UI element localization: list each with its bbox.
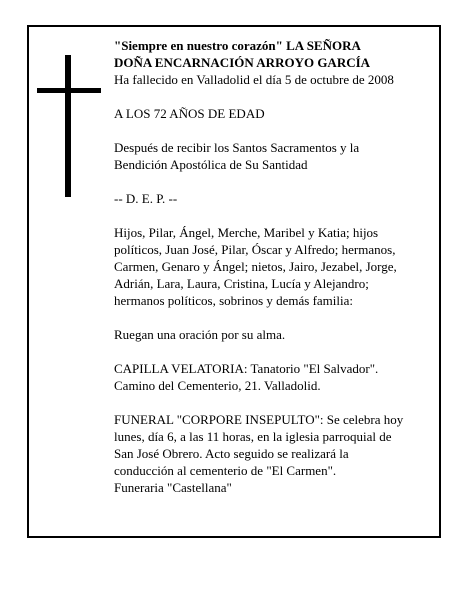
sacraments-line-1: Después de recibir los Santos Sacramentos y la bbox=[114, 140, 360, 155]
funeral-line: FUNERAL "CORPORE INSEPULTO": Se celebra hoy bbox=[114, 412, 404, 427]
death-date-line: Ha fallecido en Valladolid el día 5 de octubre de 2008 bbox=[114, 72, 394, 87]
deceased-title: LA SEÑORA bbox=[286, 38, 361, 53]
latin-cross-icon bbox=[37, 55, 101, 197]
prayer-line: Ruegan una oración por su alma. bbox=[114, 327, 286, 342]
cross-horizontal-bar bbox=[37, 88, 101, 93]
family-line: hermanos políticos, sobrinos y demás familia: bbox=[114, 293, 354, 308]
deceased-name: DOÑA ENCARNACIÓN ARROYO GARCÍA bbox=[114, 55, 371, 70]
funeral-line: lunes, día 6, a las 11 horas, en la iglesia parroquial de bbox=[114, 429, 392, 444]
funeral-home-line: Funeraria "Castellana" bbox=[114, 480, 232, 495]
sacraments-paragraph bbox=[114, 139, 432, 173]
chapel-line-1: CAPILLA VELATORIA: Tanatorio "El Salvador". bbox=[114, 361, 379, 376]
chapel-paragraph bbox=[114, 360, 432, 394]
family-line: Carmen, Genaro y Ángel; nietos, Jairo, Jezabel, Jorge, bbox=[114, 259, 397, 274]
funeral-line: San José Obrero. Acto seguido se realizará la bbox=[114, 446, 349, 461]
sacraments-line-2: Bendición Apostólica de Su Santidad bbox=[114, 157, 308, 172]
cross-vertical-bar bbox=[65, 55, 71, 197]
memorial-quote: "Siempre en nuestro corazón" bbox=[114, 38, 283, 53]
family-line: Adrián, Lara, Laura, Cristina, Lucía y Alejandro; bbox=[114, 276, 369, 291]
family-paragraph bbox=[114, 224, 432, 309]
funeral-paragraph bbox=[114, 411, 432, 496]
rip-line: -- D. E. P. -- bbox=[114, 191, 178, 206]
notice-header bbox=[114, 37, 432, 88]
chapel-line-2: Camino del Cementerio, 21. Valladolid. bbox=[114, 378, 321, 393]
family-line: Hijos, Pilar, Ángel, Merche, Maribel y Katia; hijos bbox=[114, 225, 379, 240]
family-line: políticos, Juan José, Pilar, Óscar y Alfredo; hermanos, bbox=[114, 242, 396, 257]
funeral-line: conducción al cementerio de "El Carmen". bbox=[114, 463, 337, 478]
age-line: A LOS 72 AÑOS DE EDAD bbox=[114, 106, 265, 121]
obituary-text bbox=[114, 37, 432, 513]
